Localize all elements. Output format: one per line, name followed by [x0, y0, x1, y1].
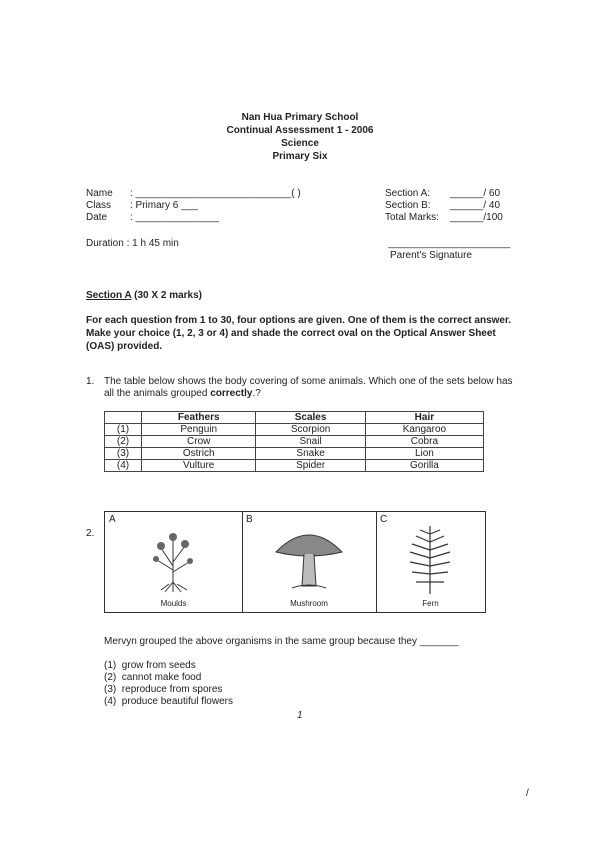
school-name: Nan Hua Primary School: [241, 112, 359, 123]
option-item: [104, 672, 201, 684]
option-item: [104, 696, 233, 708]
organism-images: [104, 511, 486, 613]
table-cell: Penguin: [142, 424, 256, 436]
option-text: reproduce from spores: [121, 684, 223, 695]
table-cell: (1): [105, 424, 142, 436]
section-b-score: ______/ 40: [450, 200, 501, 211]
assessment-title: Continual Assessment 1 - 2006: [226, 125, 374, 136]
table-header: Scales: [256, 412, 365, 424]
option-number: (1): [104, 660, 117, 671]
q1-text-emphasis: correctly: [210, 388, 253, 399]
option-item: [104, 684, 222, 696]
option-item: [104, 660, 196, 672]
table-cell: Spider: [256, 460, 365, 472]
name-field: : ____________________________( ): [130, 188, 301, 199]
table-header-row: [105, 412, 484, 424]
option-number: (4): [104, 696, 117, 707]
table-cell: Kangaroo: [365, 424, 483, 436]
name-label: Name: [86, 188, 113, 199]
option-number: (2): [104, 672, 117, 683]
table-cell: Cobra: [365, 436, 483, 448]
table-cell: Lion: [365, 448, 483, 460]
table-cell: Ostrich: [142, 448, 256, 460]
q1-text: [104, 376, 524, 400]
cell-label: A: [109, 514, 116, 525]
table-cell: Snake: [256, 448, 365, 460]
table-header: Hair: [365, 412, 483, 424]
cell-caption: Mushroom: [290, 599, 328, 608]
table-cell: Scorpion: [256, 424, 365, 436]
option-text: produce beautiful flowers: [121, 696, 233, 707]
mushroom-illustration: [272, 524, 346, 594]
duration: Duration : 1 h 45 min: [86, 238, 179, 249]
subject: Science: [281, 138, 319, 149]
table-row: [105, 436, 484, 448]
signature-line: ______________________: [388, 238, 511, 249]
section-a-score: ______/ 60: [450, 188, 501, 199]
cell-caption: Moulds: [160, 599, 187, 608]
q2-number: 2.: [86, 528, 95, 539]
table-cell: (2): [105, 436, 142, 448]
table-header: Feathers: [142, 412, 256, 424]
page-number: 1: [297, 710, 303, 721]
signature-label: Parent's Signature: [390, 250, 472, 261]
q1-text-a: The table below shows the body covering of some animals. Which one of the sets below has all the animals grouped: [104, 376, 513, 399]
table-header: [105, 412, 142, 424]
section-marks: (30 X 2 marks): [131, 290, 202, 301]
body-covering-table: [104, 411, 484, 472]
organism-cell-moulds: [105, 512, 243, 612]
mould-illustration: [143, 526, 203, 594]
q1-text-c: .?: [252, 388, 261, 399]
class-label: Class: [86, 200, 112, 211]
class-field: : Primary 6 ___: [130, 200, 198, 211]
organism-cell-mushroom: [242, 512, 377, 612]
cell-label: B: [246, 514, 253, 525]
fern-illustration: [398, 522, 462, 596]
total-marks-score: ______/100: [450, 212, 503, 223]
option-text: grow from seeds: [121, 660, 196, 671]
date-field: : _______________: [130, 212, 219, 223]
q2-question: Mervyn grouped the above organisms in the same group because they _______: [104, 636, 459, 647]
table-cell: (4): [105, 460, 142, 472]
table-cell: Vulture: [142, 460, 256, 472]
q1-number: 1.: [86, 376, 95, 387]
table-cell: Crow: [142, 436, 256, 448]
table-cell: Gorilla: [365, 460, 483, 472]
organism-cell-fern: [376, 512, 485, 612]
total-marks-label: Total Marks:: [385, 212, 439, 223]
table-row: [105, 460, 484, 472]
date-label: Date: [86, 212, 108, 223]
option-text: cannot make food: [121, 672, 202, 683]
table-cell: Snail: [256, 436, 365, 448]
table-cell: (3): [105, 448, 142, 460]
section-title: Section A: [86, 290, 132, 301]
table-row: [105, 448, 484, 460]
section-heading: [86, 290, 202, 302]
level: Primary Six: [272, 151, 328, 162]
table-row: [105, 424, 484, 436]
page-mark: /: [526, 788, 529, 799]
section-a-label: Section A:: [385, 188, 431, 199]
section-b-label: Section B:: [385, 200, 431, 211]
section-instructions: For each question from 1 to 30, four options are given. One of them is the correct answer. Make your choice (1, 2, 3 or 4) and shade the correct oval on the Optical Answer Sheet (OAS) provided.: [86, 315, 512, 352]
cell-label: C: [380, 514, 388, 525]
cell-caption: Fern: [422, 599, 439, 608]
option-number: (3): [104, 684, 117, 695]
